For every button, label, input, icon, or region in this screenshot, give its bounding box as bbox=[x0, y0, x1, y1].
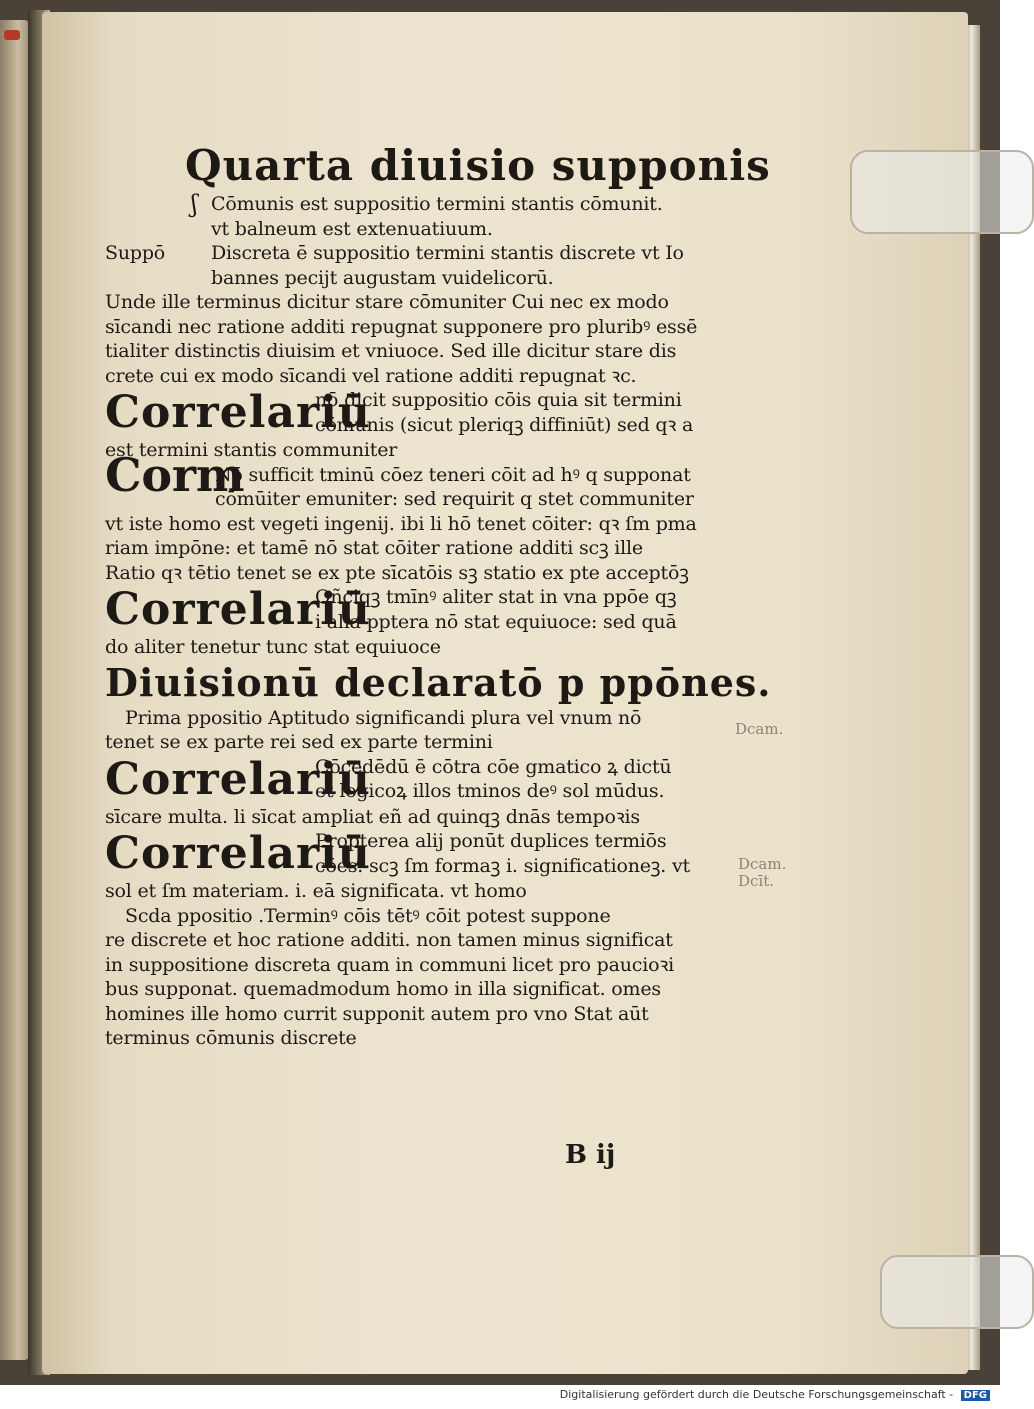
text-line: i alia pptera nō stat equiuoce: sed quā bbox=[315, 610, 677, 633]
correlarium-heading: Correlariū bbox=[105, 387, 371, 438]
signature-mark: B ij bbox=[565, 1140, 616, 1170]
text-line: et logicoꝝ illos tminos deꝰ sol mūdus. bbox=[315, 780, 665, 802]
block-discreta bbox=[105, 241, 705, 290]
page-clip-bottom bbox=[880, 1255, 1034, 1329]
text-line: do aliter tenetur tunc stat equiuoce bbox=[105, 636, 441, 658]
text-line: nō dicit suppositio cōis quia sit termini bbox=[315, 389, 682, 411]
footer-credit bbox=[0, 1388, 990, 1401]
text-line: Cōcedēdū ē cōtra cōe gmatico ꝝ dictū bbox=[315, 755, 672, 778]
text-line: Cōmunis est suppositio termini stantis cōmunit. bbox=[211, 193, 663, 215]
text-line: Ratio qꝛ tētio tenet se ex pte sīcatōis sꝫ statio ex pte acceptōꝫ bbox=[105, 561, 689, 584]
page-clip-top bbox=[850, 150, 1034, 234]
text-line: cōmūiter emuniter: sed requirit q stet communiter bbox=[215, 488, 694, 510]
text-line: sīcare multa. li sīcat ampliat eñ ad quinqꝫ dnās tempoꝛis bbox=[105, 805, 640, 828]
correlarium-heading: Corm bbox=[105, 447, 245, 502]
text-line: bannes pecijt augustam vuidelicorū. bbox=[211, 266, 554, 289]
text-line: homines ille homo currit supponit autem pro vno Stat aūt bbox=[105, 1002, 649, 1025]
text-line: cōes. scꝫ ſm formaꝫ i. significationeꝫ. vt bbox=[315, 854, 690, 877]
margin-note: Dcam. bbox=[738, 855, 787, 873]
side-label: Suppō bbox=[105, 242, 166, 264]
text-line: Nō sufficit tminū cōez teneri cōit ad hꝰ q supponat bbox=[215, 463, 691, 486]
block-communis bbox=[105, 192, 705, 241]
text-line: bus supponat. quemadmodum homo in illa significat. omes bbox=[105, 978, 661, 1000]
text-line: cōmunis (sicut pleriqꝫ diffiniūt) sed qꝛ a bbox=[315, 413, 694, 436]
text-line: Oñciqꝫ tmīnꝰ aliter stat in vna ppōe qꝫ bbox=[315, 586, 677, 608]
text-line: est termini stantis communiter bbox=[105, 439, 398, 461]
dfg-logo-icon: DFG bbox=[961, 1390, 990, 1401]
text-line: Scda ppositio .Terminꝰ cōis tētꝰ cōit potest suppone bbox=[125, 904, 611, 927]
correlarium-heading: Correlariū bbox=[105, 753, 371, 805]
paragraph bbox=[105, 904, 705, 1051]
text-line: vt balneum est extenuatiuum. bbox=[211, 217, 493, 240]
left-page-edge bbox=[0, 20, 30, 1360]
correlarium-heading: Correlariū bbox=[105, 828, 371, 879]
footer-text: Digitalisierung gefördert durch die Deutsche Forschungsgemeinschaft - bbox=[559, 1388, 954, 1401]
text-line: terminus cōmunis discrete bbox=[105, 1027, 357, 1049]
correlarium-5 bbox=[105, 829, 705, 879]
text-line: tenet se ex parte rei sed ex parte termini bbox=[105, 731, 493, 753]
paragraph bbox=[105, 290, 705, 388]
text-line: Prima ppositio Aptitudo significandi plura vel vnum nō bbox=[125, 706, 642, 729]
text-line: Propterea alij ponūt duplices termiōs bbox=[315, 830, 667, 852]
text-line: riam impōne: et tamē nō stat cōiter ratione additi scꝫ ille bbox=[105, 537, 643, 559]
text-line: Unde ille terminus dicitur stare cōmuniter Cui nec ex modo bbox=[105, 291, 669, 313]
text-line: sol et ſm materiam. i. eā significata. vt homo bbox=[105, 880, 527, 902]
correlarium-1 bbox=[105, 388, 705, 438]
text-line: re discrete et hoc ratione additi. non tamen minus significat bbox=[105, 929, 673, 951]
text-line: vt iste homo est vegeti ingenij. ibi li hō tenet cōiter: qꝛ ſm pma bbox=[105, 512, 697, 535]
red-marker bbox=[4, 30, 20, 40]
brace-glyph: ʃ bbox=[191, 190, 198, 218]
correlarium-3 bbox=[105, 585, 705, 635]
page-title: Quarta diuisio supponis bbox=[185, 141, 771, 190]
text-line: in suppositione discreta quam in communi licet pro paucioꝛi bbox=[105, 953, 675, 976]
text-line: sīcandi nec ratione additi repugnat supponere pro pluribꝰ essē bbox=[105, 315, 698, 338]
text-line: crete cui ex modo sīcandi vel ratione additi repugnat ꝛc. bbox=[105, 364, 637, 387]
text-line: tialiter distinctis diuisim et vniuoce. Sed ille dicitur stare dis bbox=[105, 340, 677, 362]
correlarium-heading: Correlariū bbox=[105, 584, 371, 635]
section-heading: Diuisionū declaratō p ppōnes. bbox=[105, 659, 772, 705]
text-line: Discreta ē suppositio termini stantis discrete vt Io bbox=[211, 242, 684, 264]
margin-note: Dcīt. bbox=[738, 872, 775, 890]
correlarium-4 bbox=[105, 755, 705, 805]
margin-note: Dcam. bbox=[735, 720, 784, 738]
